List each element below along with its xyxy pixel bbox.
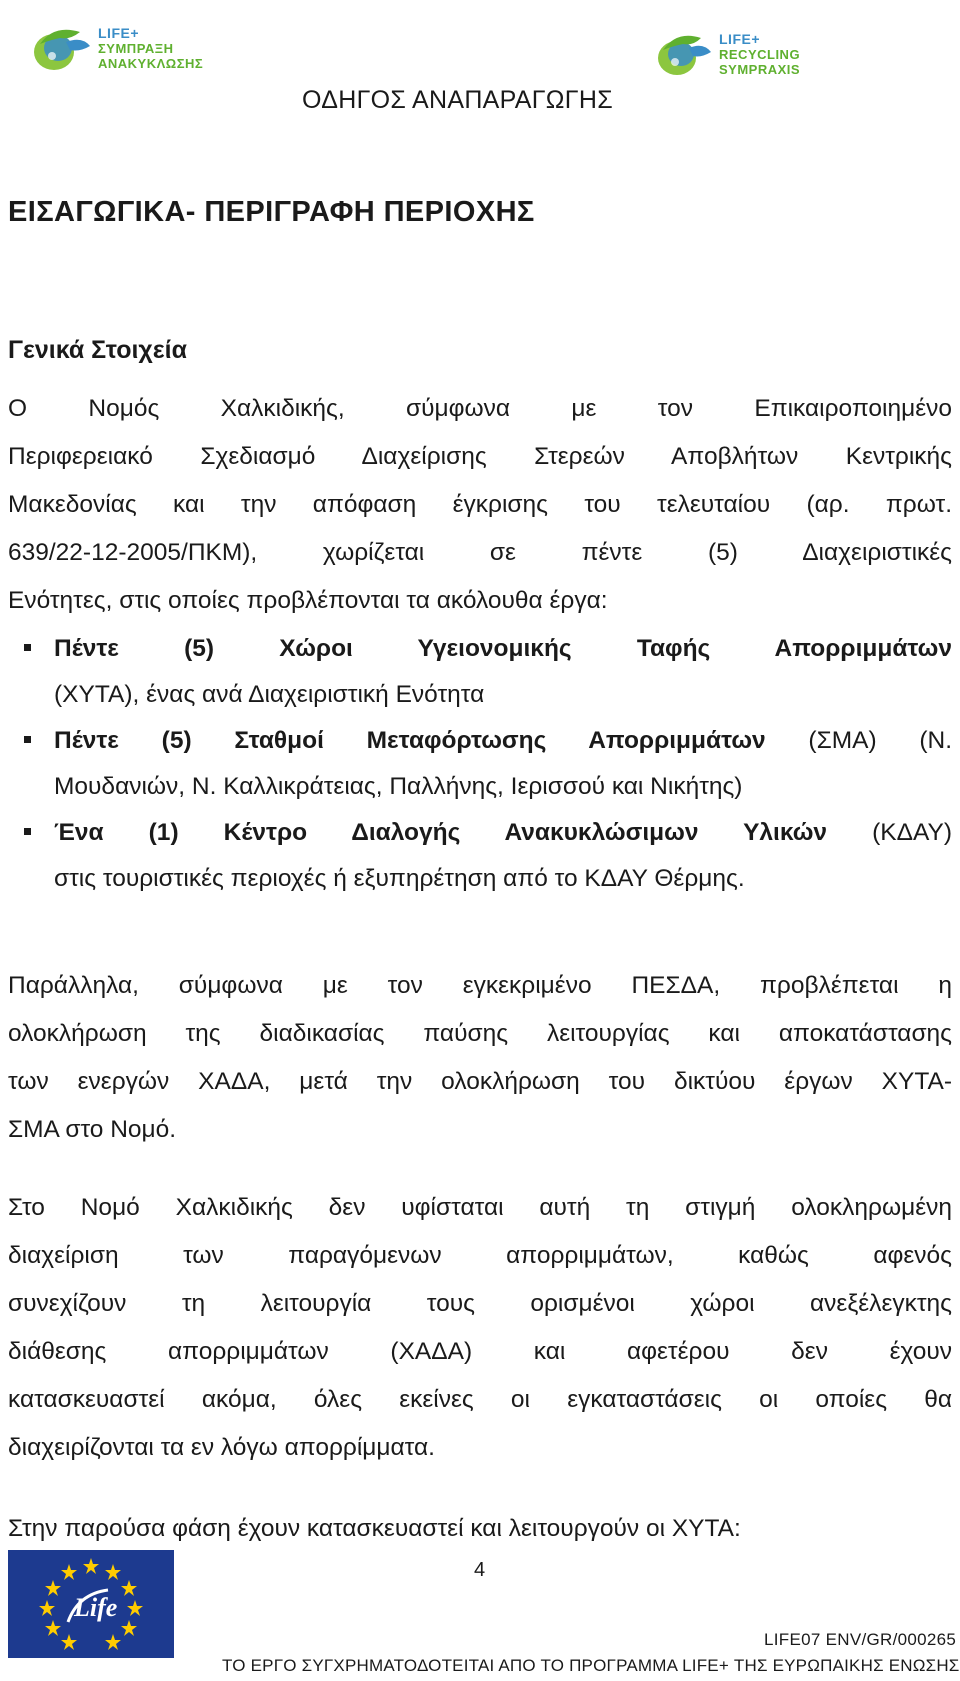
paragraph-line: Παράλληλα, σύμφωνα με τον εγκεκριμένο ΠΕΣΔΑ, προβλέπεται η (8, 972, 952, 999)
life-sympraxi-logo-greek (30, 22, 203, 74)
life-recycling-sympraxis-logo (655, 28, 800, 80)
logo-text (98, 26, 203, 71)
projects-bullet-list (8, 626, 952, 902)
paragraph-line: 639/22-12-2005/ΠΚΜ), χωρίζεται σε πέντε (5) Διαχειριστικές (8, 539, 952, 566)
list-item (8, 626, 952, 718)
document-header-title: ΟΔΗΓΟΣ ΑΝΑΠΑΡΑΓΩΓΗΣ (302, 86, 613, 114)
paragraph-line: Ενότητες, στις οποίες προβλέπονται τα ακόλουθα έργα: (8, 587, 608, 614)
bullet-bold-text: Πέντε (5) Σταθμοί Μεταφόρτωσης Απορριμμάτων (54, 727, 766, 754)
paragraph-line: κατασκευαστεί ακόμα, όλες εκείνες οι εγκαταστάσεις οι οποίες θα (8, 1386, 952, 1413)
paragraph-line: Περιφερειακό Σχεδιασμό Διαχείρισης Στερεών Αποβλήτων Κεντρικής (8, 443, 952, 470)
paragraph-line: των ενεργών ΧΑΔΑ, μετά την ολοκλήρωση του δικτύου έργων ΧΥΤΑ- (8, 1068, 952, 1095)
logo-text (719, 32, 800, 77)
bullet-line-2: Μουδανιών, Ν. Καλλικράτειας, Παλλήνης, Ιερισσού και Νικήτης) (54, 773, 743, 800)
bullet-square-icon (24, 828, 31, 835)
bullet-rest-text: (ΣΜΑ) (Ν. (808, 727, 953, 754)
eu-flag-stars-icon (8, 1550, 174, 1658)
paragraph-intro (8, 385, 952, 625)
logo-line-1: LIFE+ (719, 30, 761, 47)
paragraph-line: διάθεσης απορριμμάτων (ΧΑΔΑ) και αφετέρου δεν έχουν (8, 1338, 952, 1365)
subsection-title: Γενικά Στοιχεία (8, 336, 187, 364)
logo-line-2: ΣΥΜΠΡΑΞΗ (98, 40, 174, 56)
paragraph-line: διαχείριση των παραγόμενων απορριμμάτων, καθώς αφενός (8, 1242, 952, 1269)
logo-line-2: RECYCLING (719, 46, 801, 62)
recycling-globe-icon (30, 22, 92, 74)
paragraph-current-state (8, 1184, 952, 1472)
bullet-line-1 (54, 626, 952, 672)
paragraph-pesda (8, 962, 952, 1154)
paragraph-line: συνεχίζουν τη λειτουργία τους ορισμένοι χώροι ανεξέλεγκτης (8, 1290, 952, 1317)
eu-life-logo-text: Life (74, 1593, 118, 1622)
paragraph-line: Στο Νομό Χαλκιδικής δεν υφίσταται αυτή τη στιγμή ολοκληρωμένη (8, 1194, 952, 1221)
list-item (8, 718, 952, 810)
paragraph-line: ολοκλήρωση της διαδικασίας παύσης λειτουργίας και αποκατάστασης (8, 1020, 952, 1047)
bullet-line-1 (54, 810, 952, 856)
bullet-rest-text: (ΚΔΑΥ) (872, 819, 953, 846)
paragraph-line: Ο Νομός Χαλκιδικής, σύμφωνα με τον Επικαιροποιημένο (8, 395, 952, 422)
paragraph-line: ΣΜΑ στο Νομό. (8, 1116, 177, 1143)
eu-life-logo (8, 1550, 174, 1658)
logo-line-1: LIFE+ (98, 24, 140, 41)
paragraph-line: διαχειρίζονται τα εν λόγω απορρίμματα. (8, 1434, 435, 1461)
bullet-line-1 (54, 718, 952, 764)
list-item (8, 810, 952, 902)
page-number: 4 (474, 1559, 486, 1581)
paragraph-line: Μακεδονίας και την απόφαση έγκρισης του τελευταίου (αρ. πρωτ. (8, 491, 952, 518)
bullet-bold-text: Πέντε (5) Χώροι Υγειονομικής Ταφής Απορριμμάτων (54, 635, 952, 662)
bullet-line-2: (ΧΥΤΑ), ένας ανά Διαχειριστική Ενότητα (54, 681, 485, 708)
paragraph-xyta-intro (8, 1505, 952, 1553)
bullet-line-2: στις τουριστικές περιοχές ή εξυπηρέτηση από το ΚΔΑΥ Θέρμης. (54, 865, 745, 892)
paragraph-line: Στην παρούσα φάση έχουν κατασκευαστεί και λειτουργούν οι ΧΥΤΑ: (8, 1515, 741, 1542)
logo-line-3: ΑΝΑΚΥΚΛΩΣΗΣ (98, 55, 204, 71)
bullet-bold-text: Ένα (1) Κέντρο Διαλογής Ανακυκλώσιμων Υλικών (54, 819, 828, 846)
recycling-globe-icon (655, 28, 713, 80)
section-title: ΕΙΣΑΓΩΓΙΚΑ- ΠΕΡΙΓΡΑΦΗ ΠΕΡΙΟΧΗΣ (8, 196, 535, 228)
bullet-square-icon (24, 736, 31, 743)
logo-line-3: SYMPRAXIS (719, 61, 801, 77)
project-code: LIFE07 ENV/GR/000265 (764, 1630, 957, 1649)
bullet-square-icon (24, 644, 31, 651)
funding-statement: ΤΟ ΕΡΓΟ ΣΥΓΧΡΗΜΑΤΟΔΟΤΕΙΤΑΙ ΑΠΟ ΤΟ ΠΡΟΓΡΑΜΜΑ LIFE+ ΤΗΣ ΕΥΡΩΠΑΙΚΗΣ ΕΝΩΣΗΣ (222, 1656, 960, 1675)
